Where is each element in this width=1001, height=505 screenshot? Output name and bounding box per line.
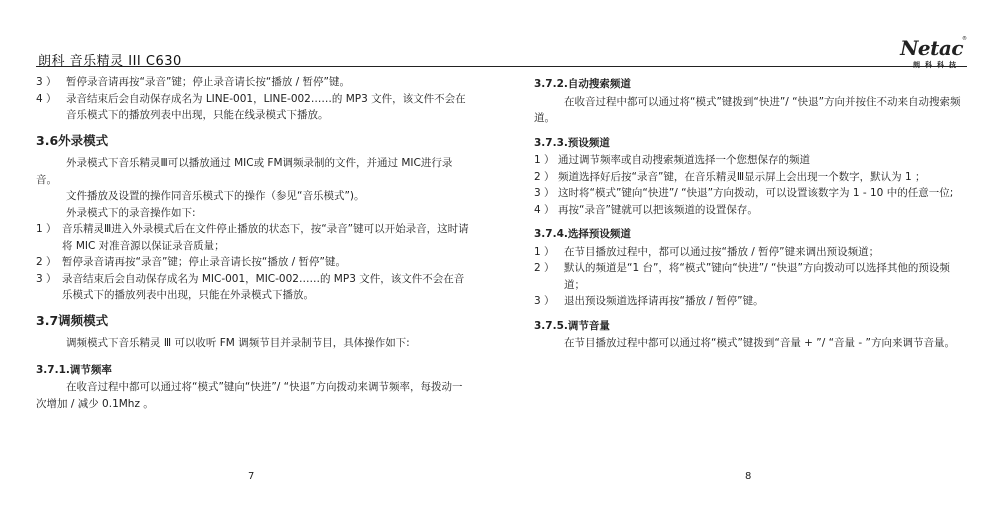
list-item-text: 频道选择好后按“录音”键，在音乐精灵Ⅲ显示屏上会出现一个数字，默认为 1 ； bbox=[558, 170, 926, 183]
subsection-heading-3-7-3: 3.7.3.预设频道 bbox=[534, 136, 610, 149]
subsection-heading-3-7-4: 3.7.4.选择预设频道 bbox=[534, 228, 631, 240]
list-item-number: 4 ） bbox=[534, 203, 555, 216]
paragraph: 外录模式下的录音操作如下: bbox=[66, 206, 196, 219]
page-number: 8 bbox=[745, 471, 752, 482]
list-item-text: 默认的频道是“1 台”，将“模式”键向“快进”/ “快退”方向拨动可以选择其他的预设频道； bbox=[564, 262, 950, 291]
netac-logo bbox=[900, 36, 967, 70]
list-item bbox=[36, 221, 470, 254]
list-item-text: 暂停录音请再按“录音”键；停止录音请长按“播放 / 暂停”键。 bbox=[62, 256, 346, 268]
list-item-text: 录音结束后会自动保存成名为 LINE-001，LINE-002……的 MP3 文件，该文件不会在音乐模式下的播放列表中出现，只能在线录模式下播放。 bbox=[66, 92, 466, 121]
paragraph: 在收音过程中都可以通过将“模式”键拨到“快进”/ “快退”方向并按住不动来自动搜索频道。 bbox=[534, 95, 961, 124]
paragraph: 在收音过程中都可以通过将“模式”键向“快进”/ “快退”方向拨动来调节频率，每拨动一次增加 / 减少 0.1Mhz 。 bbox=[36, 381, 463, 410]
section-heading-3-6: 3.6外录模式 bbox=[36, 132, 109, 148]
list-item-text: 录音结束后会自动保存成名为 MIC-001，MIC-002……的 MP3 文件，该文件不会在音乐模式下的播放列表中出现，只能在外录模式下播放。 bbox=[62, 272, 465, 301]
left-page bbox=[0, 0, 500, 505]
list-item bbox=[36, 74, 470, 91]
list-item bbox=[36, 254, 470, 271]
header-divider bbox=[500, 66, 967, 67]
list-item bbox=[534, 293, 966, 310]
left-page-content bbox=[36, 74, 470, 412]
paragraph: 在节目播放过程中都可以通过将“模式”键拨到“音量 + ”/ “音量 - ”方向来调节音量。 bbox=[564, 337, 955, 349]
list-item-number: 3 ） bbox=[36, 76, 57, 88]
right-page-content bbox=[534, 76, 966, 352]
list-item bbox=[534, 152, 966, 169]
list-item-text: 在节目播放过程中，都可以通过按“播放 / 暂停”键来调出预设频道； bbox=[564, 245, 880, 258]
header-divider bbox=[36, 66, 500, 67]
list-item-text: 再按“录音”键就可以把该频道的设置保存。 bbox=[558, 203, 758, 216]
list-item-number: 2 ） bbox=[36, 256, 57, 268]
logo-subtitle: 朗科科技 bbox=[913, 61, 961, 69]
list-item-number: 2 ） bbox=[534, 262, 555, 274]
list-item bbox=[36, 271, 470, 304]
page-number: 7 bbox=[248, 471, 255, 482]
list-item-number: 3 ） bbox=[36, 272, 57, 285]
list-item-text: 这时将“模式”键向“快进”/ “快退”方向拨动，可以设置该数字为 1 - 10 中的任意一位; bbox=[558, 187, 954, 199]
list-item-number: 4 ） bbox=[36, 92, 57, 105]
list-item bbox=[534, 244, 966, 261]
right-page bbox=[500, 0, 1001, 505]
list-item-number: 1 ） bbox=[534, 245, 555, 258]
list-item-number: 2 ） bbox=[534, 170, 555, 183]
list-item bbox=[36, 91, 470, 124]
logo-brand: Netac bbox=[900, 36, 963, 60]
subsection-heading-3-7-1: 3.7.1.调节频率 bbox=[36, 363, 112, 376]
paragraph: 外录模式下音乐精灵Ⅲ可以播放通过 MIC或 FM调频录制的文件，并通过 MIC进行录音。 bbox=[36, 157, 453, 186]
list-item-text: 退出预设频道选择请再按“播放 / 暂停”键。 bbox=[564, 295, 764, 307]
section-heading-3-7: 3.7调频模式 bbox=[36, 312, 109, 328]
paragraph: 文件播放及设置的操作同音乐模式下的操作（参见“音乐模式”)。 bbox=[66, 190, 365, 202]
list-item-number: 1 ） bbox=[534, 154, 555, 166]
list-item-number: 3 ） bbox=[534, 295, 555, 307]
list-item bbox=[534, 169, 966, 186]
paragraph: 调频模式下音乐精灵 Ⅲ 可以收听 FM 调频节目并录制节目，具体操作如下: bbox=[66, 337, 410, 349]
list-item-text: 音乐精灵Ⅲ进入外录模式后在文件停止播放的状态下，按“录音”键可以开始录音，这时请将 MIC 对准音源以保证录音质量； bbox=[62, 223, 469, 252]
list-item-number: 3 ） bbox=[534, 187, 555, 199]
list-item bbox=[534, 185, 966, 202]
list-item bbox=[534, 202, 966, 219]
subsection-heading-3-7-5: 3.7.5.调节音量 bbox=[534, 319, 610, 332]
list-item bbox=[534, 260, 966, 293]
subsection-heading-3-7-2: 3.7.2.自动搜索频道 bbox=[534, 78, 631, 90]
header-title: 朗科 音乐精灵 III C630 bbox=[38, 54, 182, 69]
list-item-text: 暂停录音请再按“录音”键；停止录音请长按“播放 / 暂停”键。 bbox=[66, 76, 350, 88]
logo-trademark: ® bbox=[962, 36, 967, 42]
list-item-number: 1 ） bbox=[36, 223, 57, 235]
list-item-text: 通过调节频率或自动搜索频道选择一个您想保存的频道 bbox=[558, 154, 810, 166]
